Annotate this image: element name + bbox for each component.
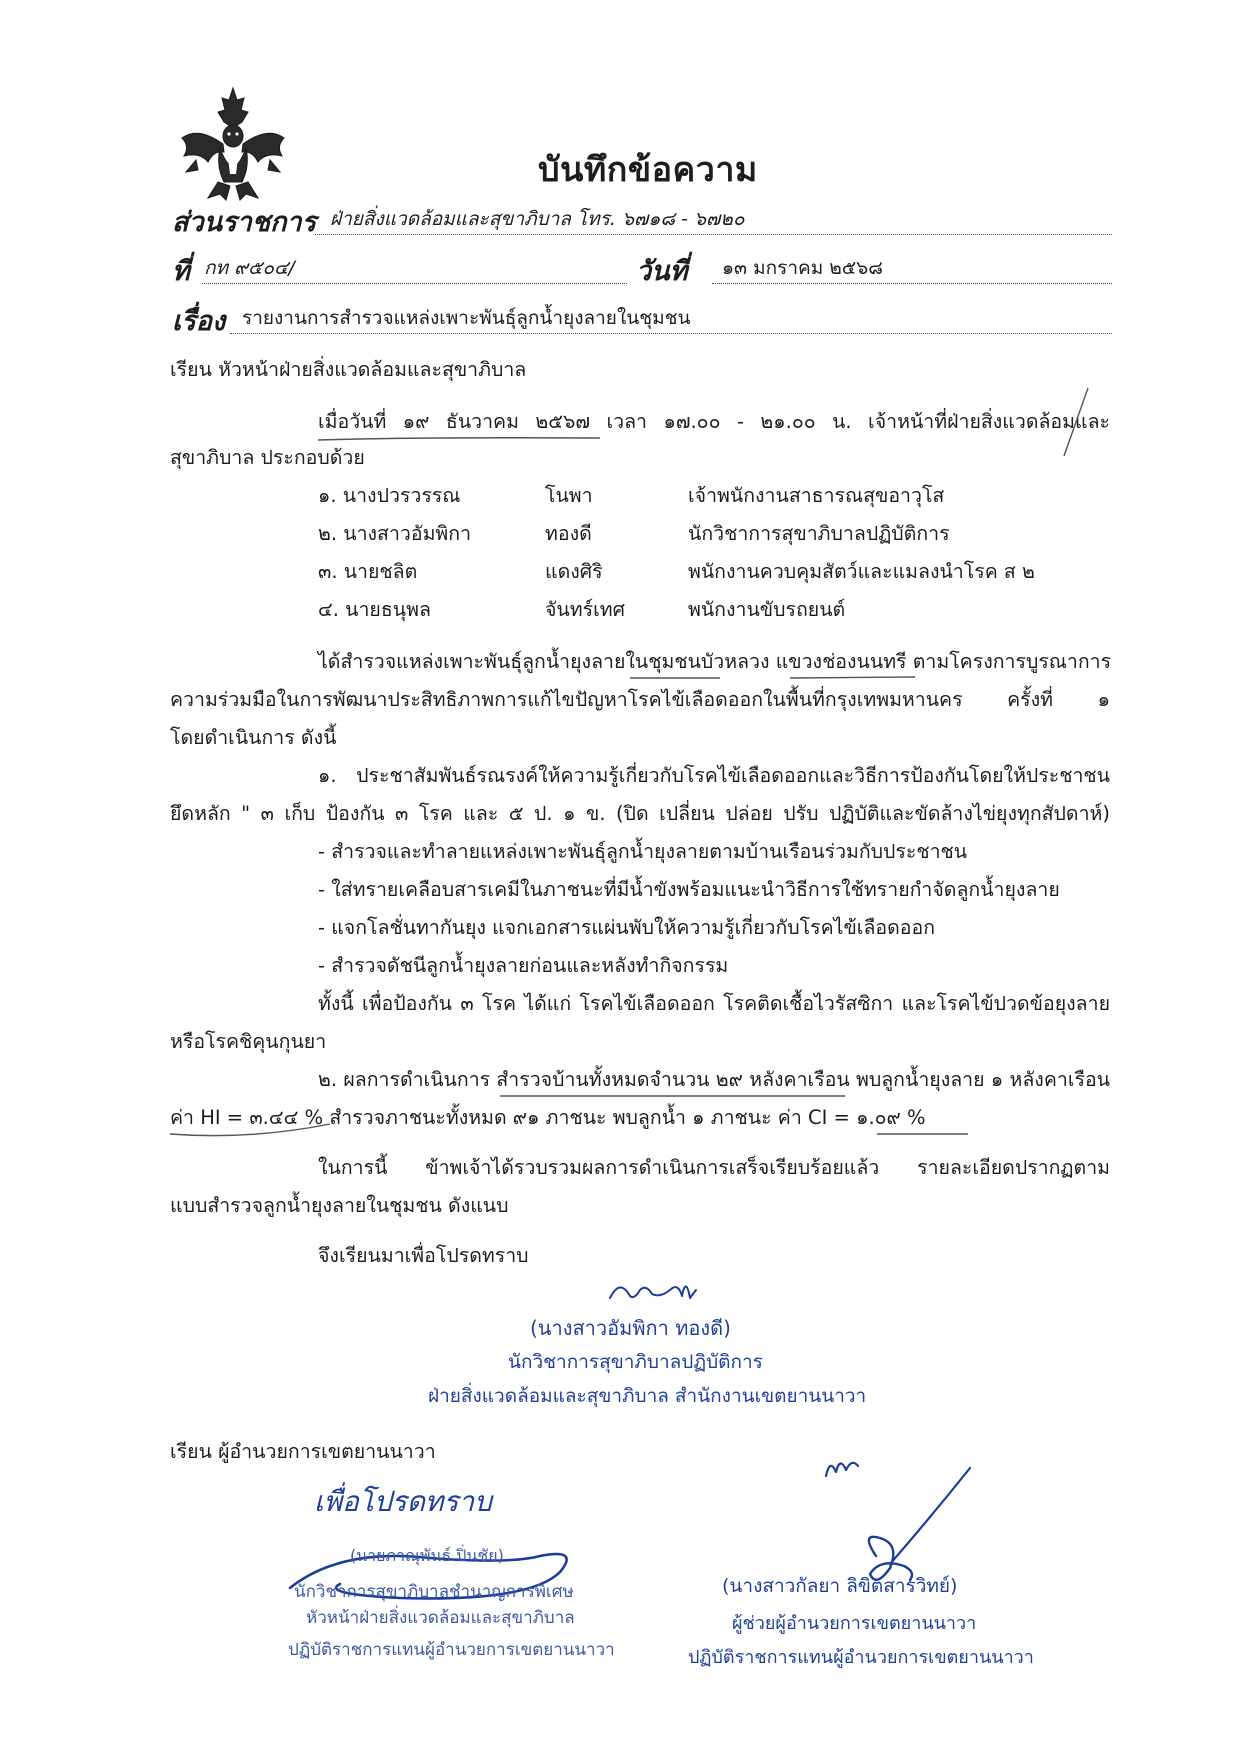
staff-2-surname: ทองดี: [545, 522, 592, 545]
staff-1-surname: โนพา: [545, 484, 593, 507]
staff-3-position: พนักงานควบคุมสัตว์และแมลงนำโรค ส ๒: [688, 560, 1035, 583]
staff-4-surname: จันทร์เทศ: [545, 598, 625, 621]
endorsement-note: เพื่อโปรดทราบ: [314, 1485, 492, 1518]
item1-line-1: ๑. ประชาสัมพันธ์รณรงค์ให้ความรู้เกี่ยวกับโรคไข้เลือดออกและวิธีการป้องกันโดยให้ประชาชน: [318, 764, 1110, 787]
bullet-1: - สำรวจและทำลายแหล่งเพาะพันธุ์ลูกน้ำยุงลายตามบ้านเรือนร่วมกับประชาชน: [318, 840, 968, 863]
right-signer-name: (นางสาวกัลยา ลิขิตสารวิทย์): [722, 1575, 958, 1597]
endorsement-salutation: เรียน ผู้อำนวยการเขตยานนาวา: [170, 1440, 436, 1463]
para2-line-3: โดยดำเนินการ ดังนี้: [170, 726, 337, 749]
ref-label: ที่: [172, 256, 190, 287]
staff-1-position: เจ้าพนักงานสาธารณสุขอาวุโส: [688, 484, 945, 507]
bullet-2: - ใส่ทรายเคลือบสารเคมีในภาชนะที่มีน้ำขังพร้อมแนะนำวิธีการใช้ทรายกำจัดลูกน้ำยุงลาย: [318, 878, 1060, 901]
ref-value: กท ๙๕๐๔/: [204, 257, 295, 279]
closing-text: จึงเรียนมาเพื่อโปรดทราบ: [318, 1244, 529, 1267]
staff-3-name: ๓. นายชลิต: [318, 560, 418, 583]
left-signer-position-1: นักวิชาการสุขาภิบาลชำนาญการพิเศษ: [294, 1582, 574, 1602]
date-value: ๑๓ มกราคม ๒๕๖๘: [722, 257, 883, 279]
staff-2-position: นักวิชาการสุขาภิบาลปฏิบัติการ: [688, 522, 950, 545]
bullet-3: - แจกโลชั่นทากันยุง แจกเอกสารแผ่นพับให้ความรู้เกี่ยวกับโรคไข้เลือดออก: [318, 916, 936, 939]
left-signer-position-2: หัวหน้าฝ่ายสิ่งแวดล้อมและสุขาภิบาล: [306, 1608, 575, 1628]
subject-label: เรื่อง: [172, 306, 226, 337]
para2-line-1: ได้สำรวจแหล่งเพาะพันธุ์ลูกน้ำยุงลายในชุมชนบัวหลวง แขวงช่องนนทรี ตามโครงการบูรณาการ: [318, 650, 1112, 673]
subject-value: รายงานการสำรวจแหล่งเพาะพันธุ์ลูกน้ำยุงลายในชุมชน: [242, 307, 691, 329]
prevent-line-1: ทั้งนี้ เพื่อป้องกัน ๓ โรค ได้แก่ โรคไข้เลือดออก โรคติดเชื้อไวรัสซิกา และโรคไข้ปวดข้อยุงลาย: [318, 992, 1110, 1015]
bullet-4: - สำรวจดัชนีลูกน้ำยุงลายก่อนและหลังทำกิจกรรม: [318, 954, 729, 977]
staff-3-surname: แดงศิริ: [545, 560, 603, 583]
document-title: บันทึกข้อความ: [538, 150, 758, 190]
salutation: เรียน หัวหน้าฝ่ายสิ่งแวดล้อมและสุขาภิบาล: [170, 358, 527, 381]
dept-value: ฝ่ายสิ่งแวดล้อมและสุขาภิบาล โทร. ๖๗๑๘ - ๖๗๒๐: [330, 208, 745, 230]
item1-line-2: ยึดหลัก " ๓ เก็บ ป้องกัน ๓ โรค และ ๕ ป. ๑ ข. (ปิด เปลี่ยน ปล่อย ปรับ ปฏิบัติและขัดล้างไข่ยุงทุกสัปดาห์): [170, 802, 1110, 825]
summary-line-1: ในการนี้ ข้าพเจ้าได้รวบรวมผลการดำเนินการเสร็จเรียบร้อยแล้ว รายละเอียดปรากฏตาม: [318, 1156, 1110, 1179]
signatory-name: (นางสาวอัมพิกา ทองดี): [530, 1316, 731, 1340]
intro-line-1: เมื่อวันที่ ๑๙ ธันวาคม ๒๕๖๗ เวลา ๑๗.๐๐ - ๒๑.๐๐ น. เจ้าหน้าที่ฝ่ายสิ่งแวดล้อมและ: [318, 410, 1110, 433]
signatory-position: นักวิชาการสุขาภิบาลปฏิบัติการ: [508, 1351, 763, 1373]
dept-label: ส่วนราชการ: [172, 207, 317, 238]
para2-line-2: ความร่วมมือในการพัฒนาประสิทธิภาพการแก้ไขปัญหาโรคไข้เลือดออกในพื้นที่กรุงเทพมหานคร ครั้งที่ ๑: [170, 688, 1110, 711]
prevent-line-2: หรือโรคชิคุนกุนยา: [170, 1030, 327, 1053]
signer-signature-icon: [600, 1268, 720, 1310]
item2-line-1: ๒. ผลการดำเนินการ สำรวจบ้านทั้งหมดจำนวน ๒๙ หลังคาเรือน พบลูกน้ำยุงลาย ๑ หลังคาเรือน: [318, 1068, 1110, 1091]
summary-line-2: แบบสำรวจลูกน้ำยุงลายในชุมชน ดังแนบ: [170, 1194, 509, 1217]
staff-4-name: ๔. นายธนุพล: [318, 598, 431, 621]
right-signer-position-1: ผู้ช่วยผู้อำนวยการเขตยานนาวา: [732, 1613, 977, 1634]
staff-4-position: พนักงานขับรถยนต์: [688, 598, 846, 621]
date-label: วันที่: [636, 256, 688, 287]
right-signer-position-2: ปฏิบัติราชการแทนผู้อำนวยการเขตยานนาวา: [688, 1647, 1034, 1668]
intro-line-2: สุขาภิบาล ประกอบด้วย: [170, 446, 365, 469]
staff-1-name: ๑. นางปวรวรรณ: [318, 484, 461, 507]
signatory-office: ฝ่ายสิ่งแวดล้อมและสุขาภิบาล สำนักงานเขตยานนาวา: [428, 1385, 867, 1407]
item2-line-2: ค่า HI = ๓.๔๔ % สำรวจภาชนะทั้งหมด ๙๑ ภาชนะ พบลูกน้ำ ๑ ภาชนะ ค่า CI = ๑.๐๙ %: [170, 1106, 926, 1129]
left-signer-position-3: ปฏิบัติราชการแทนผู้อำนวยการเขตยานนาวา: [288, 1640, 615, 1660]
left-signer-name: (นายภาณุพันธ์ ปิ่นชัย): [350, 1546, 504, 1565]
staff-2-name: ๒. นางสาวอัมพิกา: [318, 522, 472, 545]
